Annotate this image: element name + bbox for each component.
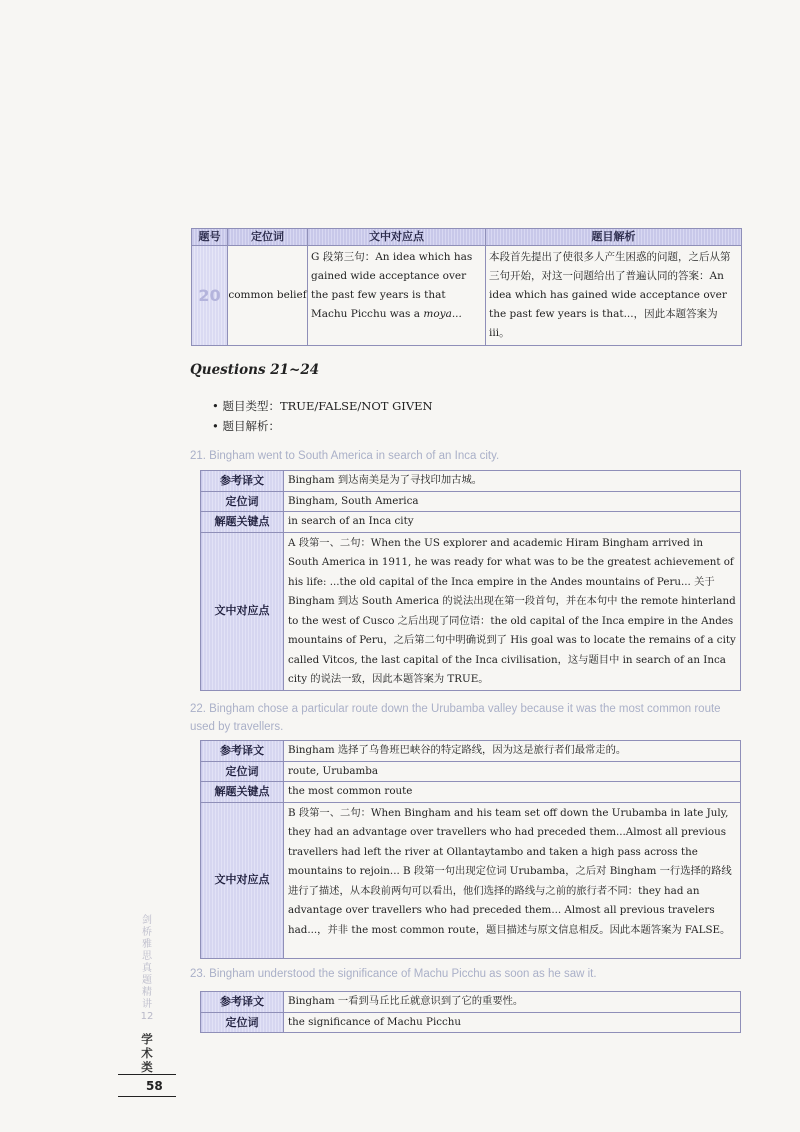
label-text-point: 文中对应点 (201, 802, 284, 958)
question-type: • 题目类型：TRUE/FALSE/NOT GIVEN (212, 399, 433, 413)
key-point-cell: the most common route (284, 782, 741, 803)
text-point-cell (308, 246, 486, 346)
label-translation: 参考译文 (201, 471, 284, 492)
page-number-rule-bottom (118, 1096, 176, 1097)
header-analysis: 题目解析 (486, 229, 742, 246)
text-point-text: G 段第三句：An idea which has gained wide acceptance over the past few years is that Machu Picchu was a (311, 251, 473, 320)
label-keyword: 定位词 (201, 491, 284, 512)
translation-cell: Bingham 到达南美是为了寻找印加古城。 (284, 471, 741, 492)
header-text-point: 文中对应点 (308, 229, 486, 246)
q22-heading: 22. Bingham chose a particular route down the Urubamba valley because it was the most common route used by travellers. (190, 703, 721, 733)
label-keyword: 定位词 (201, 1012, 284, 1033)
book-series-label: 剑桥雅思真题精讲12 (140, 915, 154, 1022)
label-key-point: 解题关键点 (201, 782, 284, 803)
section-title: Questions 21~24 (190, 362, 320, 378)
page-number: 58 (146, 1079, 163, 1093)
header-keyword: 定位词 (228, 229, 308, 246)
analysis-cell: 本段首先提出了使很多人产生困惑的问题，之后从第三句开始，对这一问题给出了普遍认同的答案：An idea which has gained wide acceptance over the past few years is that...，因此本题答案为 iii。 (486, 246, 742, 346)
question-number: 20 (192, 246, 228, 346)
header-number: 题号 (192, 229, 228, 246)
q21-heading: 21. Bingham went to South America in search of an Inca city. (190, 450, 500, 462)
label-keyword: 定位词 (201, 761, 284, 782)
key-point-cell: in search of an Inca city (284, 512, 741, 533)
keyword-cell: route, Urubamba (284, 761, 741, 782)
label-key-point: 解题关键点 (201, 512, 284, 533)
keyword-cell: Bingham, South America (284, 491, 741, 512)
keyword-cell: common belief (228, 246, 308, 346)
label-translation: 参考译文 (201, 741, 284, 762)
label-text-point: 文中对应点 (201, 532, 284, 690)
q20-table (191, 228, 742, 346)
translation-cell: Bingham 选择了乌鲁班巴峡谷的特定路线，因为这是旅行者们最常走的。 (284, 741, 741, 762)
analysis-label: • 题目解析： (212, 419, 280, 433)
page-number-rule (118, 1074, 176, 1075)
label-translation: 参考译文 (201, 992, 284, 1013)
text-point-cell: A 段第一、二句：When the US explorer and academic Hiram Bingham arrived in South America in 1911, he was ready for what was to be the greatest achievement of his life: ...the old capital of the Inca empire in the Andes mountains of Peru... 关于 Bingham 到达 South America 的说法出现在第一段首句，并在本句中 the remote hinterland to the west of Cusco 之后出现了同位语：the old capital of the Inca empire in the Andes mountains of Peru，之后第二句中明确说到了 His goal was to locate the remains of a city called Vitcos, the last capital of the Inca civilisation，这与题目中 in search of an Inca city 的说法一致，因此本题答案为 TRUE。 (284, 532, 741, 690)
q23-heading: 23. Bingham understood the significance of Machu Picchu as soon as he saw it. (190, 968, 597, 980)
text-point-italic: moya... (423, 308, 462, 320)
q23-table (200, 991, 741, 1033)
text-point-cell: B 段第一、二句：When Bingham and his team set off down the Urubamba in late July, they had an advantage over travellers who had preceded them...Almost all previous travellers had left the river at Ollantaytambo and taken a high pass across the mountains to rejoin... B 段第一句出现定位词 Urubamba，之后对 Bingham 一行选择的路线进行了描述，从本段前两句可以看出，他们选择的路线与之前的旅行者不同：they had an advantage over travellers who had preceded them... Almost all previous travelers had...，并非 the most common route，题目描述与原文信息相反。因此本题答案为 FALSE。 (284, 802, 741, 958)
keyword-cell: the significance of Machu Picchu (284, 1012, 741, 1033)
translation-cell: Bingham 一看到马丘比丘就意识到了它的重要性。 (284, 992, 741, 1013)
q21-table (200, 470, 741, 691)
book-category-label: 学术类 (141, 1032, 153, 1074)
q22-table (200, 740, 741, 959)
